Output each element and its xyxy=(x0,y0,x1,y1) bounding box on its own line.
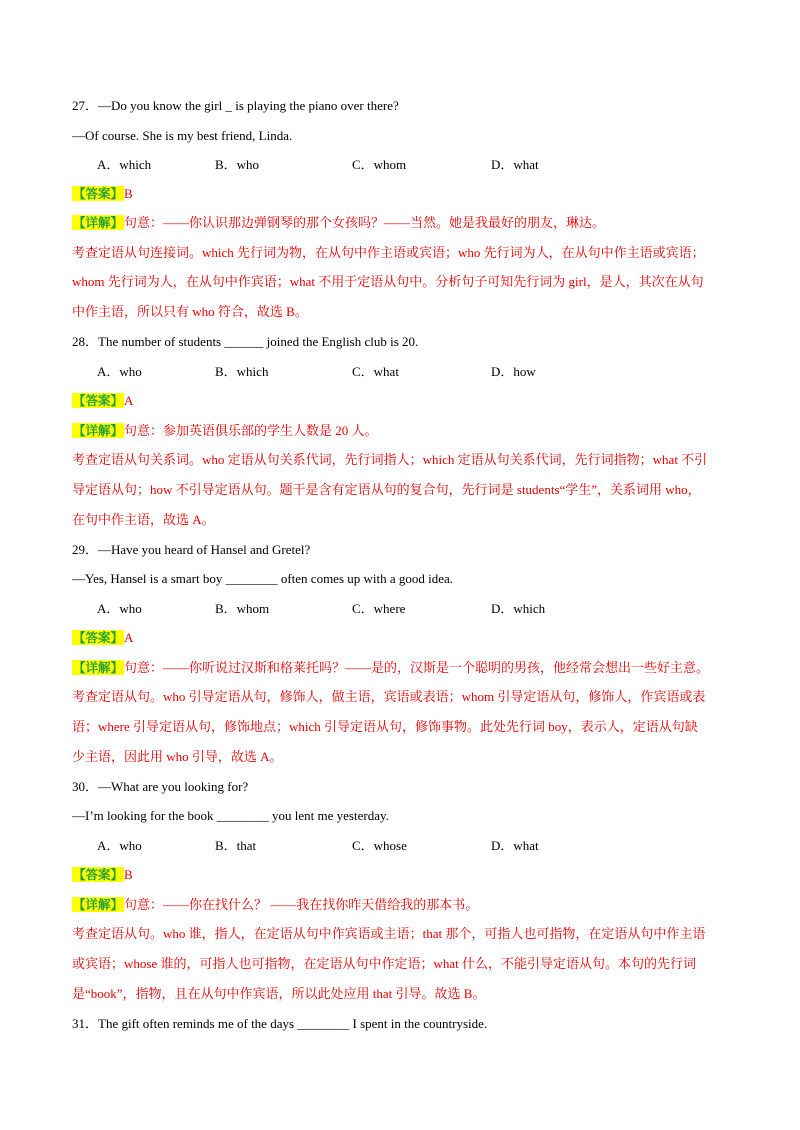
option-c: C．whose xyxy=(352,838,407,853)
question-27-detail-first xyxy=(72,214,605,232)
option-a: A．who xyxy=(97,601,142,616)
question-30-detail-line: 是“book”，指物，且在从句中作宾语，所以此处应用 that 引导。故选 B。 xyxy=(72,986,486,1001)
option-b: B．who xyxy=(215,157,260,172)
question-30-stem: 30．—What are you looking for? xyxy=(72,779,249,794)
question-30-detail-line: 或宾语；whose 谁的，可指人也可指物，在定语从句中作定语；what 什么，不能引导定语从句。本句的先行词 xyxy=(72,956,696,971)
option-d: D．what xyxy=(491,157,539,172)
answer-tag: 【答案】 xyxy=(73,393,124,408)
answer-value: A xyxy=(124,393,134,408)
question-28-answer xyxy=(72,392,133,410)
question-28-detail-line: 考查定语从句关系词。who 定语从句关系代词，先行词指人；which 定语从句关系代词，先行词指物；what 不引 xyxy=(72,452,708,467)
answer-value: A xyxy=(124,630,134,645)
option-a: A．who xyxy=(97,838,142,853)
question-29-detail-line: 考查定语从句。who 引导定语从句，修饰人，做主语，宾语或表语；whom 引导定语从句，修饰人，作宾语或表 xyxy=(72,689,706,704)
question-27-detail-line: 考查定语从句连接词。which 先行词为物，在从句中作主语或宾语；who 先行词为人，在从句中作主语或宾语； xyxy=(72,245,705,260)
option-c: C．where xyxy=(352,601,406,616)
question-28-detail-line: 在句中作主语，故选 A。 xyxy=(72,512,215,527)
answer-value: B xyxy=(124,186,133,201)
detail-tag: 【详解】 xyxy=(73,423,124,438)
option-d: D．how xyxy=(491,364,536,379)
question-28-detail-line: 导定语从句；how 不引导定语从句。题干是含有定语从句的复合句，先行词是 students“学生”，关系词用 who， xyxy=(72,482,701,497)
option-c: C．whom xyxy=(352,157,407,172)
question-27-detail-line: 中作主语，所以只有 who 符合，故选 B。 xyxy=(72,304,308,319)
question-28-stem: 28．The number of students ______ joined the English club is 20. xyxy=(72,334,419,349)
detail-text: 句意：——你在找什么？ ——我在找你昨天借给我的那本书。 xyxy=(124,897,479,912)
question-29-reply: —Yes, Hansel is a smart boy ________ often comes up with a good idea. xyxy=(72,571,454,586)
question-30-detail-line: 考查定语从句。who 谁，指人，在定语从句中作宾语或主语；that 那个，可指人也可指物，在定语从句中作主语 xyxy=(72,926,706,941)
detail-tag: 【详解】 xyxy=(73,215,124,230)
question-30-detail-first xyxy=(72,896,478,914)
question-27-detail-line: whom 先行词为人，在从句中作宾语；what 不用于定语从句中。分析句子可知先行词为 girl，是人，其次在从句 xyxy=(72,274,704,289)
option-b: B．which xyxy=(215,364,269,379)
option-c: C．what xyxy=(352,364,399,379)
detail-tag: 【详解】 xyxy=(73,897,124,912)
option-d: D．which xyxy=(491,601,546,616)
option-a: A．who xyxy=(97,364,142,379)
option-b: B．whom xyxy=(215,601,270,616)
detail-text: 句意：——你听说过汉斯和格莱托吗？——是的，汉斯是一个聪明的男孩，他经常会想出一些好主意。 xyxy=(124,660,710,675)
question-29-detail-line: 语；where 引导定语从句，修饰地点；which 引导定语从句，修饰事物。此处先行词 boy，表示人，定语从句缺 xyxy=(72,719,698,734)
question-29-detail-line: 少主语，因此用 who 引导，故选 A。 xyxy=(72,749,283,764)
question-30-reply: —I’m looking for the book ________ you lent me yesterday. xyxy=(72,808,389,823)
question-29-detail-first xyxy=(72,659,709,677)
answer-tag: 【答案】 xyxy=(73,630,124,645)
option-a: A．which xyxy=(97,157,152,172)
question-31-stem: 31．The gift often reminds me of the days ________ I spent in the countryside. xyxy=(72,1016,488,1031)
detail-text: 句意：参加英语俱乐部的学生人数是 20 人。 xyxy=(124,423,378,438)
answer-tag: 【答案】 xyxy=(73,186,124,201)
question-30-answer xyxy=(72,866,133,884)
option-b: B．that xyxy=(215,838,257,853)
question-27-answer xyxy=(72,185,133,203)
option-d: D．what xyxy=(491,838,539,853)
detail-tag: 【详解】 xyxy=(73,660,124,675)
answer-tag: 【答案】 xyxy=(73,867,124,882)
question-29-answer xyxy=(72,629,133,647)
question-27-stem: 27．—Do you know the girl _ is playing the piano over there? xyxy=(72,98,399,113)
detail-text: 句意：——你认识那边弹钢琴的那个女孩吗？——当然。她是我最好的朋友，琳达。 xyxy=(124,215,606,230)
question-29-stem: 29．—Have you heard of Hansel and Gretel? xyxy=(72,542,311,557)
question-27-reply: —Of course. She is my best friend, Linda. xyxy=(72,128,293,143)
answer-value: B xyxy=(124,867,133,882)
question-28-detail-first xyxy=(72,422,378,440)
